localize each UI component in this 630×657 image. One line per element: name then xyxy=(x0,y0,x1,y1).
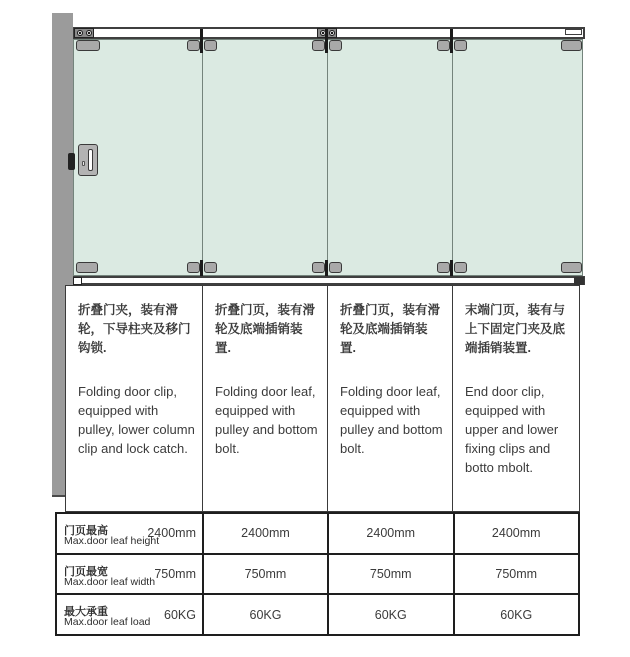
keyhole-icon xyxy=(82,161,85,166)
door-clip-icon xyxy=(561,262,582,273)
track-end-stop xyxy=(565,29,582,35)
door-clip-icon xyxy=(437,40,450,51)
desc-zh-text: 折叠门页，装有滑轮及底端插销装置. xyxy=(340,303,441,355)
spec-value: 750mm xyxy=(204,555,329,594)
row-label-en: Max.door leaf height xyxy=(64,535,160,547)
desc-column-3 xyxy=(327,285,453,512)
bottom-fixing-clip-icon xyxy=(574,277,584,285)
bottom-guide-rail xyxy=(73,276,585,285)
desc-en-text: Folding door leaf, equipped with pulley and bottom bolt. xyxy=(340,384,443,456)
row-label-zh: 门页最宽 xyxy=(64,565,108,578)
door-clip-icon xyxy=(329,40,342,51)
door-clip-icon xyxy=(312,262,325,273)
table-row xyxy=(57,555,578,596)
pivot-pin-icon xyxy=(325,29,328,53)
door-clip-icon xyxy=(187,40,200,51)
row-label-zh: 门页最高 xyxy=(64,525,108,537)
spec-value: 750mm xyxy=(154,567,196,581)
door-clip-icon xyxy=(454,262,467,273)
desc-en-text: End door clip, equipped with upper and lower fixing clips and botto mbolt. xyxy=(465,384,559,475)
lock-slot-icon xyxy=(88,149,93,171)
roller-wheel-icon xyxy=(77,30,83,36)
spec-value: 60KG xyxy=(204,595,329,634)
spec-value: 60KG xyxy=(500,607,533,622)
door-clip-icon xyxy=(204,262,217,273)
spec-value: 2400mm xyxy=(329,514,455,553)
glass-door-leaf-4 xyxy=(452,39,583,276)
pivot-pin-icon xyxy=(450,29,453,53)
door-clip-icon xyxy=(204,40,217,51)
desc-column-2 xyxy=(202,285,328,512)
roller-carriage-icon xyxy=(74,28,94,38)
spec-value: 2400mm xyxy=(204,514,329,553)
glass-door-leaf-2 xyxy=(202,39,328,276)
spec-value: 750mm xyxy=(495,567,538,581)
desc-en-text: Folding door clip, equipped with pulley, lower column clip and lock catch. xyxy=(78,384,195,456)
door-clip-icon xyxy=(76,40,100,51)
spec-value: 60KG xyxy=(164,607,196,622)
desc-zh-text: 折叠门页，装有滑轮及底端插销装置. xyxy=(215,303,316,355)
desc-zh-text: 末端门页，装有与上下固定门夹及底端插销装置. xyxy=(465,303,566,355)
glass-door-leaf-3 xyxy=(327,39,453,276)
door-clip-icon xyxy=(76,262,98,273)
door-clip-icon xyxy=(312,40,325,51)
desc-zh-text: 折叠门夹，装有滑轮，下导柱夹及移门钩锁. xyxy=(78,303,191,355)
row-label-cell xyxy=(57,555,204,594)
row-label-zh: 最大承重 xyxy=(64,606,108,619)
door-clip-icon xyxy=(437,262,450,273)
lower-column-clip-icon xyxy=(73,277,82,285)
roller-wheel-icon xyxy=(329,30,335,36)
lock-knob-icon xyxy=(68,153,75,170)
row-label-en: Max.door leaf load xyxy=(64,616,151,629)
lock-catch-icon xyxy=(78,144,98,176)
pivot-pin-icon xyxy=(200,29,203,53)
desc-en-text: Folding door leaf, equipped with pulley and bottom bolt. xyxy=(215,384,318,456)
door-clip-icon xyxy=(187,262,200,273)
spec-table xyxy=(55,512,580,636)
roller-wheel-icon xyxy=(86,30,92,36)
spec-value: 60KG xyxy=(329,595,455,634)
desc-column-4 xyxy=(452,285,580,512)
desc-column-1 xyxy=(65,285,203,512)
row-label-cell xyxy=(57,514,204,553)
door-clip-icon xyxy=(329,262,342,273)
row-label-en: Max.door leaf width xyxy=(64,575,156,588)
spec-value: 2400mm xyxy=(147,526,196,541)
door-clip-icon xyxy=(561,40,582,51)
spec-value: 750mm xyxy=(329,555,455,594)
spec-value: 2400mm xyxy=(491,526,541,541)
door-clip-icon xyxy=(454,40,467,51)
table-row xyxy=(57,514,578,555)
row-label-cell xyxy=(57,595,204,634)
table-row xyxy=(57,595,578,634)
